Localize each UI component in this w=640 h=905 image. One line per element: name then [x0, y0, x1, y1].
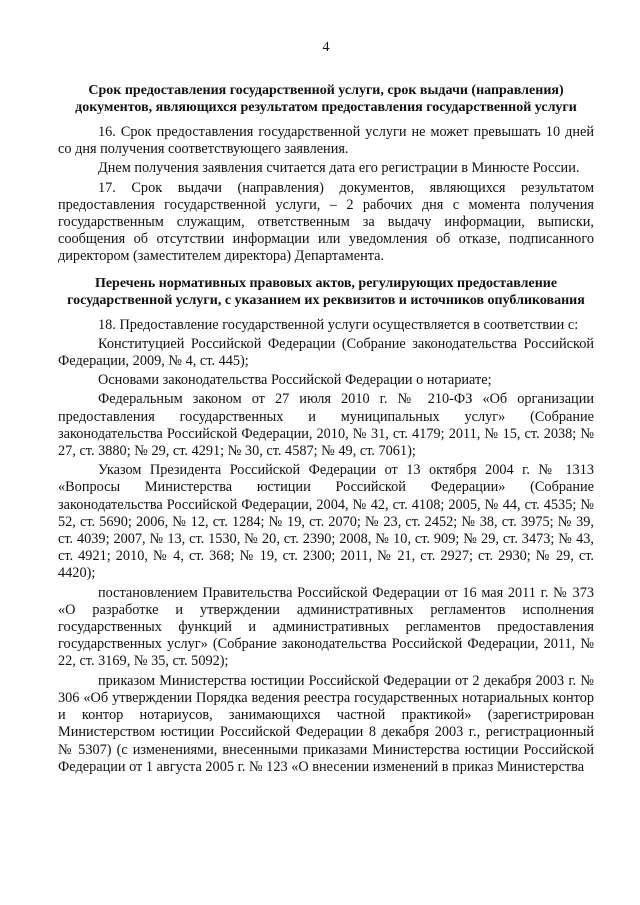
paragraph-ministry-order: приказом Министерства юстиции Российской Федерации от 2 декабря 2003 г. № 306 «Об утверждении Порядка ведения реестра государственных нотариальных контор и контор нотариусов, занимающихся частной практикой» (зарегистрирован Министерством юстиции Российской Федерации 8 декабря 2003 г., регистрационный № 5307) (с изменениями, внесенными приказами Министерства юстиции Российской Федерации от 1 августа 2005 г. № 123 «О внесении изменений в приказ Министерства — [58, 672, 594, 775]
paragraph-government-resolution: постановлением Правительства Российской Федерации от 16 мая 2011 г. № 373 «О разработке и утверждении административных регламентов исполнения государственных функций и административных регламентов предоставления государственных услуг» (Собрание законодательства Российской Федерации, 2011, № 22, ст. 3169, № 35, ст. 5092); — [58, 584, 594, 670]
paragraph-notary-law: Основами законодательства Российской Федерации о нотариате; — [98, 372, 492, 389]
paragraph-constitution: Конституцией Российской Федерации (Собрание законодательства Российской Федерации, 2009, № 4, ст. 445); — [58, 335, 594, 370]
section-legal-acts — [58, 275, 594, 776]
paragraph-18: 18. Предоставление государственной услуги осуществляется в соответствии с: — [98, 316, 579, 333]
paragraph-17: 17. Срок выдачи (направления) документов, являющихся результатом предоставления государственной услуги, – 2 рабочих дня с момента получения государственным служащим, ответственным за выдачу информации, выписки, сообщения об отсутствии информации или уведомления об отказе, подписанного директором (заместителем директора) Департамента. — [58, 179, 594, 265]
section-heading: Перечень нормативных правовых актов, регулирующих предоставление государственной услуги, с указанием их реквизитов и источников опубликования — [67, 275, 585, 308]
paragraph-16: 16. Срок предоставления государственной услуги не может превышать 10 дней со дня получения соответствующего заявления. — [58, 124, 594, 158]
section-heading: Срок предоставления государственной услуги, срок выдачи (направления) документов, являющихся результатом предоставления государственной услуги — [75, 83, 577, 115]
section-service-deadline — [58, 82, 594, 266]
paragraph-registration-date: Днем получения заявления считается дата его регистрации в Минюсте России. — [98, 160, 580, 177]
page-number: 4 — [322, 40, 330, 55]
paragraph-federal-law: Федеральным законом от 27 июля 2010 г. № 210-ФЗ «Об организации предоставления государственных и муниципальных услуг» (Собрание законодательства Российской Федерации, 2010, № 31, ст. 4179; 2011, № 15, ст. 2038; № 27, ст. 3880; № 29, ст. 4291; № 30, ст. 4587; № 49, ст. 7061); — [58, 391, 594, 460]
paragraph-presidential-decree: Указом Президента Российской Федерации от 13 октября 2004 г. № 1313 «Вопросы Министерства юстиции Российской Федерации» (Собрание законодательства Российской Федерации, 2004, № 42, ст. 4108; 2005, № 44, ст. 4535; № 52, ст. 5690; 2006, № 12, ст. 1284; № 19, ст. 2070; № 23, ст. 2452; № 38, ст. 3975; № 39, ст. 4039; 2007, № 13, ст. 1530, № 20, ст. 2390; 2008, № 10, ст. 909; № 29, ст. 3473; № 43, ст. 4921; 2010, № 4, ст. 368; № 19, ст. 2300; 2011, № 21, ст. 2927; ст. 2930; № 29, ст. 4420); — [58, 462, 594, 582]
